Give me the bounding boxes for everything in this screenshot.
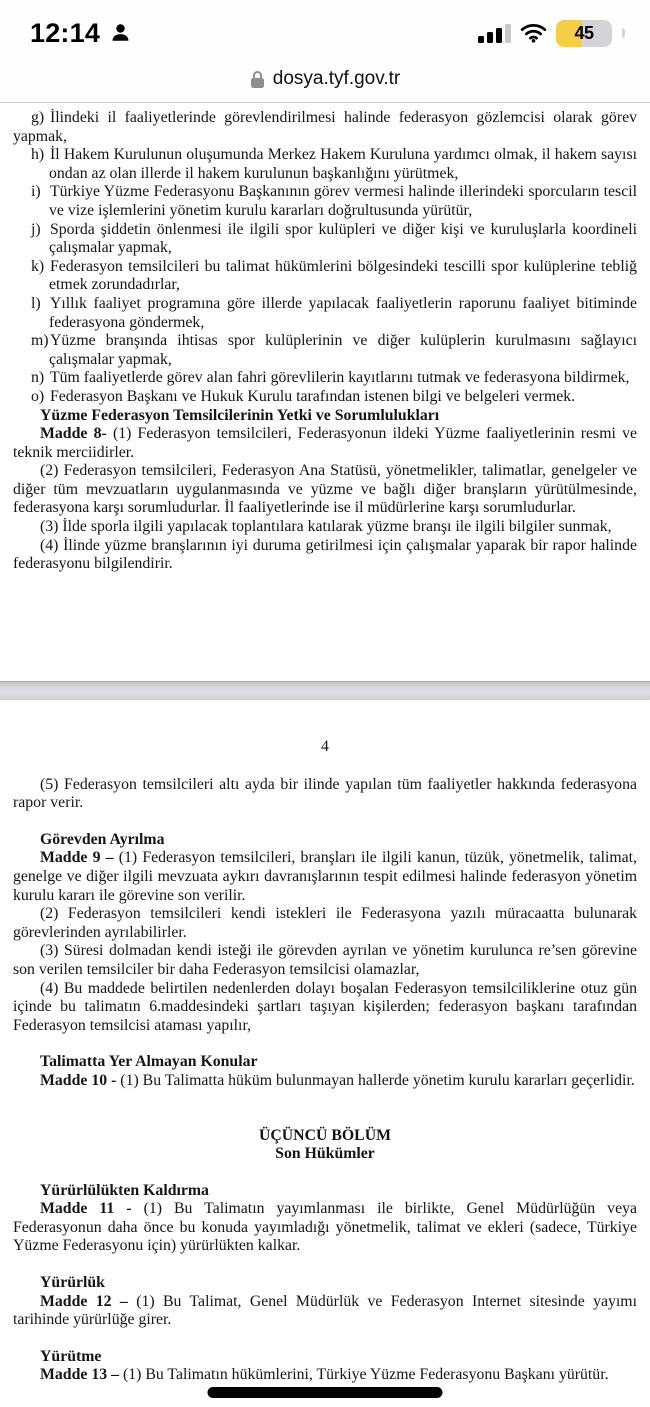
document-centered-heading: ÜÇÜNCÜ BÖLÜM: [258, 1126, 392, 1144]
person-icon: [109, 22, 132, 45]
list-marker: m): [31, 332, 49, 350]
paragraph-lead: Madde 8-: [40, 425, 107, 443]
document-paragraph: Madde 10 - (1) Bu Talimatta hüküm bulunmayan hallerde yönetim kurulu kararları geçerlidir.: [40, 1071, 635, 1089]
list-marker: l): [31, 294, 41, 312]
pdf-page-3: [0, 103, 650, 681]
duty-list: [13, 109, 637, 407]
paragraph-lead: Madde 9 –: [40, 849, 114, 867]
document-paragraph: Madde 12 – (1) Bu Talimat, Genel Müdürlük ve Federasyon Internet sitesinde yayımı tarihinde yürürlüğe girer.: [13, 1292, 637, 1329]
document-paragraph: Madde 13 – (1) Bu Talimatın hükümlerini, Türkiye Yüzme Federasyonu Başkanı yürütür.: [40, 1366, 609, 1384]
list-marker: g): [31, 109, 45, 126]
document-paragraph: (4) Bu maddede belirtilen nedenlerden dolayı boşalan Federasyon temsilciliklerine otuz gün içinde bu talimatın 6.maddesindeki şartları taşıyan kişilerden; federasyon başkanı tarafından Federasyon temsilcisi ataması yapılır,: [13, 979, 637, 1034]
document-paragraph: (3) İlde sporla ilgili yapılacak toplantılara katılarak yüzme branşı ile ilgili bilgiler sunmak,: [40, 518, 612, 536]
section-heading: Yüzme Federasyon Temsilcilerinin Yetki ve Sorumlulukları: [40, 406, 440, 424]
page-number: 4: [321, 738, 329, 755]
document-subheading: Görevden Ayrılma: [40, 830, 165, 848]
list-marker: k): [31, 257, 45, 275]
list-item-j: j) Sporda şiddetin önlenmesi ile ilgili spor kulüpleri ve diğer kişi ve kuruluşlarla koordineli çalışmalar yapmak,: [31, 220, 637, 257]
list-item-i: i) Türkiye Yüzme Federasyonu Başkanının görev vermesi halinde illerindeki sporcuların tescil ve vize işlemlerini yönetim kurulu kararları doğrultusunda yürütür,: [31, 183, 637, 219]
list-item-g: g) İlindeki il faaliyetlerinde görevlendirilmesi halinde federasyon gözlemcisi olarak görev yapmak,: [13, 109, 637, 145]
document-paragraph: (4) İlinde yüzme branşlarının iyi duruma getirilmesi için çalışmalar yaparak bir rapor halinde federasyonu bilgilendirir.: [13, 536, 637, 573]
list-item-k: k) Federasyon temsilcileri bu talimat hükümlerini bölgesindeki tescilli spor kulüplerine tebliğ etmek zorundadırlar,: [31, 257, 637, 294]
list-marker: i): [31, 183, 41, 201]
document-paragraph: (5) Federasyon temsilcileri altı ayda bir ilinde yapılan tüm faaliyetler hakkında federasyona rapor verir.: [13, 775, 637, 812]
lock-icon: [250, 70, 265, 89]
pdf-viewport[interactable]: [0, 103, 650, 1407]
status-time: 12:14: [30, 17, 101, 48]
list-item-n: n) Tüm faaliyetlerde görev alan fahri görevlilerin kayıtlarını tutmak ve federasyona bildirmek,: [31, 369, 630, 387]
list-marker: n): [31, 369, 45, 387]
document-paragraph: Madde 9 – (1) Federasyon temsilcileri, branşları ile ilgili kanun, tüzük, yönetmelik, talimat, genelge ve diğer ilgili mevzuata aykırı davranışlarının tespit edilmesi halinde federasyon yönetim kurulu kararı ile görevine son verilir.: [13, 849, 637, 904]
browser-chrome: [0, 0, 650, 103]
list-item-o: o) Federasyon Başkanı ve Hukuk Kurulu tarafından istenen bilgi ve belgeleri vermek.: [31, 387, 576, 405]
paragraph-lead: Madde 12 –: [40, 1292, 128, 1310]
wifi-icon: [520, 23, 547, 43]
list-marker: o): [31, 387, 45, 405]
document-subheading: Yürütme: [40, 1347, 102, 1365]
status-bar: [0, 0, 650, 56]
pdf-page-4: [0, 700, 650, 1407]
list-marker: j): [31, 220, 41, 238]
list-item-h: h) İl Hakem Kurulunun oluşumunda Merkez Hakem Kuruluna yardımcı olmak, il hakem sayısı ondan az olan illerde il hakem kurulunun başkanlığını yürütmek,: [31, 146, 637, 182]
document-paragraph: Madde 8- (1) Federasyon temsilcileri, Federasyonun ildeki Yüzme faaliyetlerinin resmi ve teknik merciidirler.: [13, 425, 637, 461]
document-paragraph: (3) Süresi dolmadan kendi isteği ile görevden ayrılan ve yönetim kurulunca re’sen görevine son verilen temsilciler bir daha Federasyon temsilcisi olamazlar,: [13, 942, 637, 978]
page-separator: [0, 681, 650, 700]
document-subheading: Yürürlük: [40, 1274, 105, 1292]
list-item-l: l) Yıllık faaliyet programına göre illerde yapılacak faaliyetlerin raporunu faaliyet bitiminde federasyona göndermek,: [31, 294, 637, 331]
page-4-content: [13, 776, 637, 1385]
document-paragraph: (2) Federasyon temsilcileri, Federasyon Ana Statüsü, yönetmelikler, talimatlar, genelgeler ve diğer tüm mevzuatların uygulanmasında ve yüzme ve bağlı diğer branşların yürütülmesinde, federasyona karşı sorumludurlar. İl faaliyetlerinde ise il müdürlerine karşı sorumludurlar.: [13, 462, 637, 517]
paragraph-lead: Madde 13 –: [40, 1366, 119, 1384]
document-centered-heading: Son Hükümler: [275, 1145, 375, 1163]
madde-8-section: [13, 425, 637, 574]
document-paragraph: Madde 11 - (1) Bu Talimatın yayımlanması ile birlikte, Genel Müdürlüğün veya Federasyonun daha önce bu konuda yayımladığı yönetmelik, talimat ve ekleri (sadece, Türkiye Yüzme Federasyonu için) yürürlükten kalkar.: [13, 1200, 637, 1255]
url-domain: dosya.tyf.gov.tr: [272, 68, 401, 89]
cell-signal-icon: [478, 24, 511, 43]
battery-percent: 45: [574, 22, 594, 43]
battery-nub: [622, 28, 625, 38]
document-paragraph: (2) Federasyon temsilcileri kendi istekleri ile Federasyona yazılı müracaatta bulunarak görevlerinden ayrılabilirler.: [13, 905, 637, 941]
url-bar[interactable]: [0, 56, 650, 102]
list-marker: h): [31, 146, 45, 164]
paragraph-lead: Madde 11 -: [40, 1200, 132, 1218]
list-item-m: m)Yüzme branşında ihtisas spor kulüplerinin ve diğer kulüplerin kurulmasını sağlayıcı çalışmalar yapmak,: [31, 332, 637, 368]
battery-icon: [556, 20, 612, 47]
document-subheading: Talimatta Yer Almayan Konular: [40, 1053, 258, 1071]
paragraph-lead: Madde 10 -: [40, 1071, 117, 1089]
home-indicator[interactable]: [208, 1387, 443, 1398]
document-subheading: Yürürlülükten Kaldırma: [40, 1181, 209, 1199]
